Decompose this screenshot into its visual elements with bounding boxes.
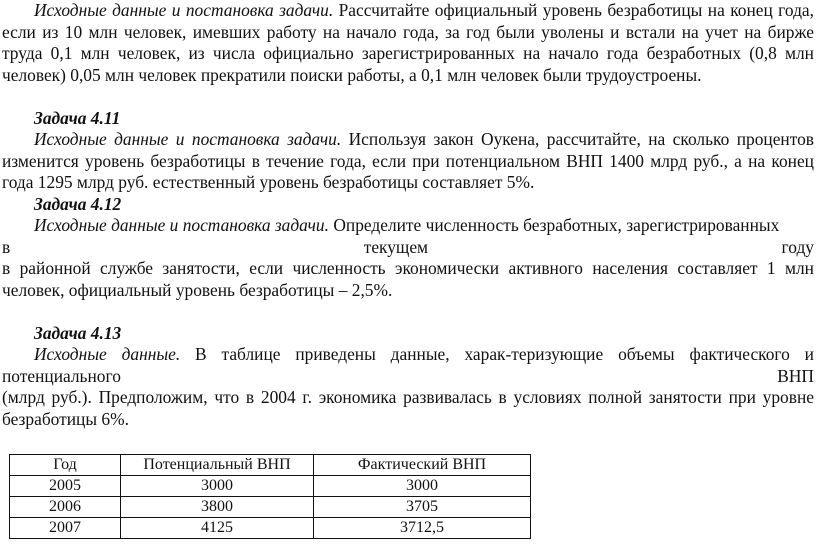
task-4-13-heading: Задача 4.13 bbox=[34, 322, 122, 343]
task-4-12-text-line1: Определите численность безработных, зарегистрированных bbox=[328, 215, 780, 235]
task-4-12-heading: Задача 4.12 bbox=[34, 193, 122, 214]
gnp-table bbox=[9, 454, 531, 539]
task-4-13-text-line2: потенциального ВНП bbox=[2, 365, 814, 386]
document-page bbox=[2, 0, 814, 430]
task-4-12-text-line2: в текущем году bbox=[2, 236, 814, 257]
task-4-13-lead: Исходные данные. bbox=[34, 344, 181, 364]
task-4-13-text-rest: (млрд руб.). Предположим, что в 2004 г. экономика развивалась в условиях полной занятости при уровне безработицы 6%. bbox=[2, 387, 814, 429]
task-4-12-paragraph-line1 bbox=[2, 215, 814, 237]
cell-actual-gnp: 3705 bbox=[314, 497, 531, 518]
cell-year: 2006 bbox=[10, 497, 121, 518]
header-potential-gnp: Потенциальный ВНП bbox=[121, 455, 314, 476]
table-header-row bbox=[10, 455, 531, 476]
cell-actual-gnp: 3000 bbox=[314, 476, 531, 497]
blank-line bbox=[2, 86, 814, 108]
gnp-table-wrapper bbox=[9, 454, 531, 539]
task-4-13-text-line1: В таблице приведены данные, харак-теризующие объемы фактического и bbox=[180, 344, 814, 364]
cell-year: 2005 bbox=[10, 476, 121, 497]
task-4-11-lead: Исходные данные и постановка задачи. bbox=[34, 129, 342, 149]
task-4-11-text: Используя закон Оукена, рассчитайте, на сколько процентов изменится уровень безработицы в течение года, если при потенциальном ВНП 1400 млрд руб., а на конец года 1295 млрд руб. естественный уровень безработицы составляет 5%. bbox=[2, 129, 815, 192]
table-row bbox=[10, 476, 531, 497]
cell-potential-gnp: 3000 bbox=[121, 476, 314, 497]
task-4-11-heading: Задача 4.11 bbox=[34, 107, 121, 128]
cell-year: 2007 bbox=[10, 518, 121, 539]
task-4-10-paragraph bbox=[2, 0, 814, 86]
table-row bbox=[10, 518, 531, 539]
task-4-11-paragraph bbox=[2, 129, 814, 194]
header-actual-gnp: Фактический ВНП bbox=[314, 455, 531, 476]
cell-potential-gnp: 3800 bbox=[121, 497, 314, 518]
task-4-10-text: Рассчитайте официальный уровень безработицы на конец года, если из 10 млн человек, имевших работу на начало года, за год были уволены и встали на учет на бирже труда 0,1 млн человек, из числа официально зарегистрированных на начало года безработных (0,8 млн человек) 0,05 млн человек прекратили поиски работы, а 0,1 млн человек были трудоустроены. bbox=[2, 0, 814, 85]
task-4-12-lead: Исходные данные и постановка задачи. bbox=[34, 215, 329, 235]
task-4-10-lead: Исходные данные и постановка задачи. bbox=[34, 0, 334, 20]
task-4-12-text-rest: в районной службе занятости, если численность экономически активного населения составляет 1 млн человек, официальный уровень безработицы – 2,5%. bbox=[2, 258, 814, 300]
task-4-13-paragraph-line1 bbox=[2, 344, 814, 366]
blank-line bbox=[2, 301, 814, 323]
cell-potential-gnp: 4125 bbox=[121, 518, 314, 539]
cell-actual-gnp: 3712,5 bbox=[314, 518, 531, 539]
table-row bbox=[10, 497, 531, 518]
header-year: Год bbox=[10, 455, 121, 476]
